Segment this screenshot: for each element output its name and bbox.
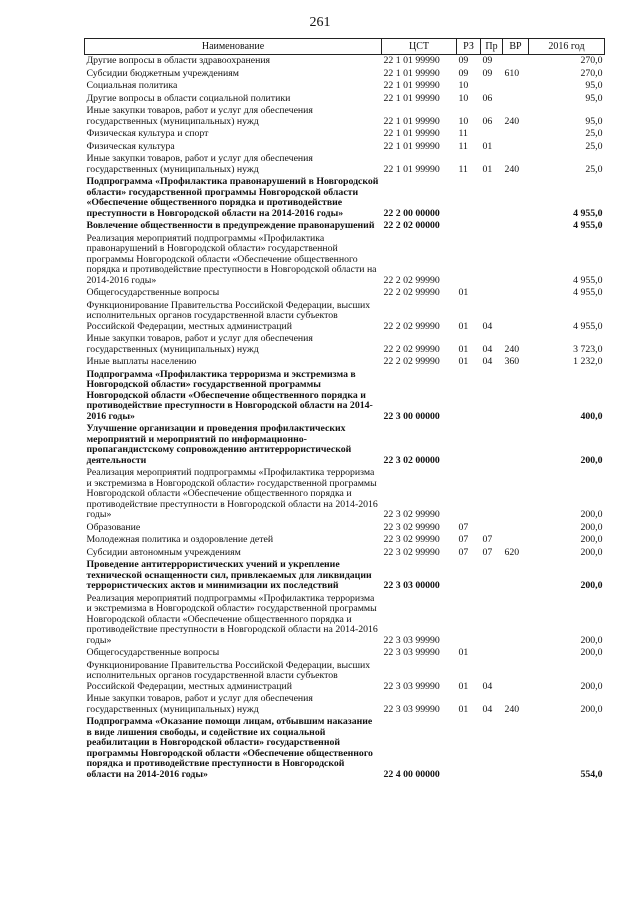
row-amount: 200,0 xyxy=(580,521,603,533)
row-amount: 270,0 xyxy=(580,67,603,79)
row-rz: 01 xyxy=(458,287,469,298)
table-row xyxy=(85,153,605,176)
row-cst: 22 1 01 99990 xyxy=(383,128,440,139)
row-rz: 11 xyxy=(458,128,468,139)
row-cst: 22 1 01 99990 xyxy=(383,67,440,79)
row-cst: 22 3 02 99990 xyxy=(383,521,440,533)
row-cst: 22 1 01 99990 xyxy=(383,115,440,127)
row-vr xyxy=(503,55,529,68)
row-cst: 22 1 01 99990 xyxy=(383,55,440,66)
row-name: Образование xyxy=(86,521,141,533)
row-amount: 95,0 xyxy=(585,92,603,104)
table-row xyxy=(85,593,605,648)
row-rz: 11 xyxy=(458,163,468,175)
row-vr xyxy=(503,176,529,220)
row-amount: 200,0 xyxy=(580,546,603,558)
row-amount: 3 723,0 xyxy=(573,343,603,355)
row-cst: 22 2 00 00000 xyxy=(383,207,440,219)
row-amount: 25,0 xyxy=(585,163,603,175)
row-name: Социальная политика xyxy=(86,80,178,91)
row-vr xyxy=(503,593,529,648)
table-row xyxy=(85,716,605,781)
table-row xyxy=(85,68,605,81)
row-pr: 06 xyxy=(482,115,493,127)
table-row xyxy=(85,333,605,356)
row-amount: 200,0 xyxy=(580,509,603,520)
row-amount: 4 955,0 xyxy=(573,320,603,332)
row-name: Субсидии автономным учреждениям xyxy=(86,546,241,558)
row-cst: 22 2 02 99990 xyxy=(383,320,440,332)
row-vr xyxy=(503,660,529,694)
row-rz xyxy=(457,559,481,593)
table-row xyxy=(85,693,605,716)
page-number: 261 xyxy=(309,15,331,30)
row-amount: 1 232,0 xyxy=(573,356,603,367)
row-cst: 22 3 03 99990 xyxy=(383,647,440,658)
table-row xyxy=(85,356,605,369)
row-name: Улучшение организации и проведения профилактических мероприятий и мероприятий по информационно-пропагандистскому сопровождению антитеррористической деятельности xyxy=(86,423,352,466)
row-vr xyxy=(503,423,529,467)
table-row xyxy=(85,369,605,424)
row-name: Функционирование Правительства Российской Федерации, высших исполнительных органов государственной власти субъектов Российской Федерации, местных администраций xyxy=(86,659,371,692)
row-rz: 01 xyxy=(458,680,469,692)
row-amount: 95,0 xyxy=(585,115,603,127)
row-pr xyxy=(481,369,503,424)
row-cst: 22 2 02 99990 xyxy=(383,287,440,298)
table-row xyxy=(85,547,605,560)
row-pr xyxy=(481,128,503,141)
row-pr: 01 xyxy=(482,140,493,152)
row-name: Подпрограмма «Оказание помощи лицам, отбывшим наказание в виде лишения свободы, и содействие их социальной реабилитации в Новгородской области» государственной программы Новгородской области «Обеспечение общественного порядка и противодействие преступности в Новгородской области на 2014-2016 годы» xyxy=(86,716,373,780)
row-rz: 01 xyxy=(458,356,469,367)
row-rz xyxy=(457,467,481,522)
row-pr xyxy=(481,220,503,233)
table-row xyxy=(85,233,605,288)
row-name: Иные выплаты населению xyxy=(86,356,197,367)
row-rz xyxy=(457,233,481,288)
row-rz: 10 xyxy=(458,115,469,127)
row-amount: 4 955,0 xyxy=(573,207,603,219)
row-vr: 240 xyxy=(504,703,520,715)
row-cst: 22 3 02 99990 xyxy=(383,546,440,558)
table-row xyxy=(85,660,605,694)
row-cst: 22 2 02 99990 xyxy=(383,356,440,367)
table-row xyxy=(85,534,605,547)
row-pr: 06 xyxy=(482,92,493,104)
row-pr xyxy=(481,287,503,300)
row-rz xyxy=(457,176,481,220)
row-vr xyxy=(503,233,529,288)
row-cst: 22 3 00 00000 xyxy=(383,410,440,422)
row-amount: 25,0 xyxy=(585,140,603,152)
row-amount: 4 955,0 xyxy=(573,287,603,298)
row-vr xyxy=(503,141,529,154)
row-pr xyxy=(481,233,503,288)
row-vr xyxy=(503,93,529,106)
header-name: Наименование xyxy=(85,39,382,55)
row-name: Физическая культура и спорт xyxy=(86,128,209,139)
table-row xyxy=(85,300,605,334)
row-vr: 240 xyxy=(504,343,520,355)
row-vr xyxy=(503,467,529,522)
table-row xyxy=(85,55,605,68)
row-pr: 04 xyxy=(482,343,493,355)
row-rz: 09 xyxy=(458,55,469,66)
row-amount: 554,0 xyxy=(580,768,603,780)
row-rz xyxy=(457,593,481,648)
row-name: Другие вопросы в области здравоохранения xyxy=(86,55,271,66)
row-rz: 11 xyxy=(458,140,468,152)
row-pr xyxy=(481,80,503,93)
table-row xyxy=(85,220,605,233)
row-cst: 22 1 01 99990 xyxy=(383,140,440,152)
row-name: Реализация мероприятий подпрограммы «Профилактика терроризма и экстремизма в Новгородской области» государственной программы Новгородской области «Обеспечение общественного порядка и противодействие преступности в Новгородской области на 2014-2016 годы» xyxy=(86,467,378,520)
row-rz xyxy=(457,716,481,781)
row-cst: 22 2 02 99990 xyxy=(383,274,440,286)
table-row xyxy=(85,287,605,300)
row-amount: 200,0 xyxy=(580,647,603,658)
row-vr xyxy=(503,220,529,233)
table-row xyxy=(85,93,605,106)
row-amount: 200,0 xyxy=(580,580,603,591)
row-name: Реализация мероприятий подпрограммы «Профилактика правонарушений в Новгородской области» государственной программы Новгородской области «Обеспечение общественного порядка и противодействие преступности в Новгородской области на 2014-2016 годы» xyxy=(86,232,377,286)
row-pr: 04 xyxy=(482,680,493,692)
row-cst: 22 1 01 99990 xyxy=(383,80,440,91)
row-cst: 22 2 02 00000 xyxy=(383,220,440,231)
header-cst: ЦСТ xyxy=(382,39,457,55)
row-name: Молодежная политика и оздоровление детей xyxy=(86,534,274,545)
row-name: Иные закупки товаров, работ и услуг для обеспечения государственных (муниципальных) нужд xyxy=(86,105,313,127)
row-vr: 240 xyxy=(504,163,520,175)
row-vr xyxy=(503,559,529,593)
row-rz xyxy=(457,423,481,467)
row-name: Подпрограмма «Профилактика правонарушений в Новгородской области» государственной программы Новгородской области «Обеспечение общественного порядка и противодействие преступности в Новгородской области на 2014-2016 годы» xyxy=(86,176,379,219)
row-name: Другие вопросы в области социальной политики xyxy=(86,92,291,104)
row-amount: 4 955,0 xyxy=(573,220,603,231)
row-pr: 04 xyxy=(482,703,493,715)
row-name: Общегосударственные вопросы xyxy=(86,287,220,298)
row-vr xyxy=(503,716,529,781)
row-cst: 22 3 03 99990 xyxy=(383,680,440,692)
row-rz: 10 xyxy=(458,92,469,104)
row-rz: 01 xyxy=(458,647,469,658)
row-amount: 200,0 xyxy=(580,703,603,715)
row-pr xyxy=(481,176,503,220)
row-pr: 04 xyxy=(482,320,493,332)
table-row xyxy=(85,128,605,141)
row-cst: 22 3 02 99990 xyxy=(383,509,440,520)
row-pr xyxy=(481,559,503,593)
table-row xyxy=(85,176,605,220)
row-rz: 01 xyxy=(458,343,469,355)
header-vr: ВР xyxy=(503,39,529,55)
row-cst: 22 3 02 99990 xyxy=(383,534,440,545)
row-vr xyxy=(503,534,529,547)
row-amount: 4 955,0 xyxy=(573,274,603,286)
row-amount: 270,0 xyxy=(580,55,603,66)
row-pr: 01 xyxy=(482,163,493,175)
row-rz xyxy=(457,369,481,424)
row-name: Физическая культура xyxy=(86,140,175,152)
row-rz: 10 xyxy=(458,80,469,91)
row-vr xyxy=(503,128,529,141)
row-pr xyxy=(481,423,503,467)
row-pr xyxy=(481,522,503,535)
table-body xyxy=(85,55,605,782)
table-row xyxy=(85,141,605,154)
row-cst: 22 2 02 99990 xyxy=(383,343,440,355)
row-pr xyxy=(481,716,503,781)
table-row xyxy=(85,80,605,93)
row-vr: 610 xyxy=(504,67,520,79)
row-rz: 01 xyxy=(458,320,469,332)
row-rz: 07 xyxy=(458,546,469,558)
row-amount: 400,0 xyxy=(580,410,603,422)
row-pr xyxy=(481,647,503,660)
row-pr xyxy=(481,467,503,522)
row-rz: 07 xyxy=(458,521,469,533)
row-vr xyxy=(503,80,529,93)
row-cst: 22 3 03 99990 xyxy=(383,703,440,715)
row-cst: 22 1 01 99990 xyxy=(383,163,440,175)
row-rz: 09 xyxy=(458,67,469,79)
row-amount: 200,0 xyxy=(580,534,603,545)
table-row xyxy=(85,559,605,593)
table-header xyxy=(85,39,605,55)
row-cst: 22 3 03 99990 xyxy=(383,634,440,646)
row-rz: 01 xyxy=(458,703,469,715)
row-name: Субсидии бюджетным учреждениям xyxy=(86,67,239,79)
row-pr: 07 xyxy=(482,534,493,545)
table-row xyxy=(85,522,605,535)
table-row xyxy=(85,467,605,522)
row-vr: 360 xyxy=(504,356,520,367)
row-cst: 22 3 03 00000 xyxy=(383,580,440,591)
header-amount: 2016 год xyxy=(529,39,605,55)
row-cst: 22 3 02 00000 xyxy=(383,454,440,466)
row-rz: 07 xyxy=(458,534,469,545)
row-pr: 04 xyxy=(482,356,493,367)
row-vr xyxy=(503,647,529,660)
row-amount: 200,0 xyxy=(580,454,603,466)
row-vr: 620 xyxy=(504,546,520,558)
row-pr: 09 xyxy=(482,55,493,66)
row-vr xyxy=(503,369,529,424)
budget-table xyxy=(84,38,605,781)
row-vr xyxy=(503,300,529,334)
row-name: Иные закупки товаров, работ и услуг для обеспечения государственных (муниципальных) нужд xyxy=(86,693,313,715)
row-vr: 240 xyxy=(504,115,520,127)
row-rz xyxy=(457,220,481,233)
header-pr: Пр xyxy=(481,39,503,55)
row-pr xyxy=(481,593,503,648)
row-amount: 95,0 xyxy=(585,80,603,91)
row-amount: 200,0 xyxy=(580,680,603,692)
row-name: Иные закупки товаров, работ и услуг для обеспечения государственных (муниципальных) нужд xyxy=(86,153,313,175)
row-name: Реализация мероприятий подпрограммы «Профилактика терроризма и экстремизма в Новгородской области» государственной программы Новгородской области «Обеспечение общественного порядка и противодействие преступности в Новгородской области на 2014-2016 годы» xyxy=(86,592,378,646)
row-vr xyxy=(503,522,529,535)
row-name: Общегосударственные вопросы xyxy=(86,647,220,658)
header-rz: РЗ xyxy=(457,39,481,55)
row-cst: 22 4 00 00000 xyxy=(383,768,440,780)
row-pr: 07 xyxy=(482,546,493,558)
row-name: Иные закупки товаров, работ и услуг для обеспечения государственных (муниципальных) нужд xyxy=(86,333,313,355)
row-name: Функционирование Правительства Российской Федерации, высших исполнительных органов государственной власти субъектов Российской Федерации, местных администраций xyxy=(86,299,371,332)
row-name: Подпрограмма «Профилактика терроризма и экстремизма в Новгородской области» государственной программы Новгородской области «Обеспечение общественного порядка и противодействие преступности в Новгородской области на 2014-2016 годы» xyxy=(86,368,373,422)
row-amount: 200,0 xyxy=(580,634,603,646)
row-amount: 25,0 xyxy=(585,128,603,139)
row-vr xyxy=(503,287,529,300)
row-name: Проведение антитеррористических учений и укрепление технической оснащенности сил, привлекаемых для ликвидации террористических актов и минимизации их последствий xyxy=(86,559,372,591)
table-row xyxy=(85,423,605,467)
table-row xyxy=(85,105,605,128)
row-cst: 22 1 01 99990 xyxy=(383,92,440,104)
row-pr: 09 xyxy=(482,67,493,79)
row-name: Вовлечение общественности в предупреждение правонарушений xyxy=(86,220,375,231)
table-row xyxy=(85,647,605,660)
